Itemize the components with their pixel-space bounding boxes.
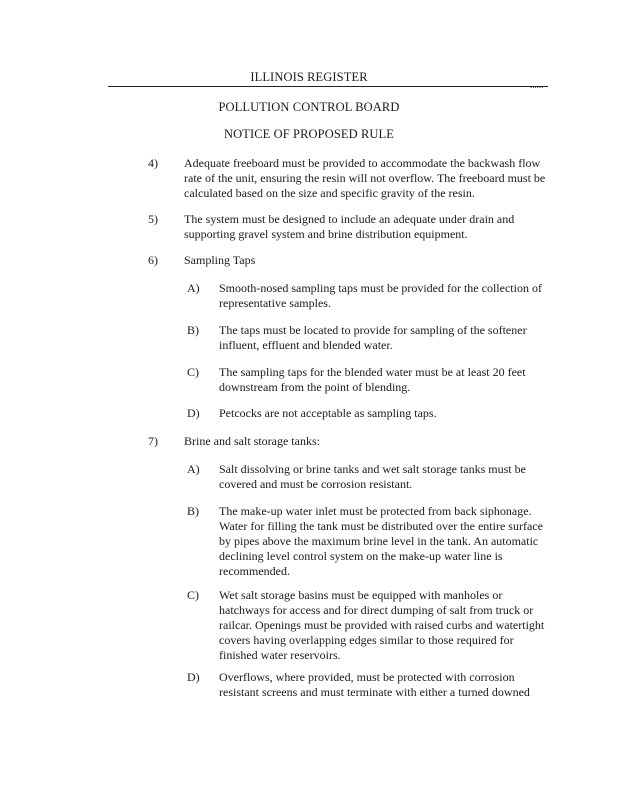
- item-7-number: 7): [148, 434, 158, 448]
- header-rule: [108, 86, 548, 87]
- item-6c-label: C): [187, 365, 199, 379]
- item-5-number: 5): [148, 212, 158, 226]
- board-title: POLLUTION CONTROL BOARD: [218, 100, 400, 114]
- item-4-text: Adequate freeboard must be provided to accommodate the backwash flow rate of the unit, ensuring the resin will not overflow. The freeboard must be calculated based on the size and specific gravity of the resin.: [184, 156, 546, 200]
- item-7-heading: Brine and salt storage tanks:: [184, 434, 320, 448]
- item-7c-label: C): [187, 588, 199, 602]
- item-7d-text: Overflows, where provided, must be protected with corrosion resistant screens and must terminate with either a turned downed: [219, 670, 530, 699]
- item-7b-text: The make-up water inlet must be protected from back siphonage. Water for filling the tank must be distributed over the entire surface by pipes above the maximum brine level in the tank. An automatic declining level control system on the make-up water line is recommended.: [219, 504, 543, 578]
- item-5-text: The system must be designed to include an adequate under drain and supporting gravel system and brine distribution equipment.: [184, 212, 515, 241]
- item-6a-label: A): [187, 281, 200, 295]
- item-7c-text: Wet salt storage basins must be equipped with manholes or hatchways for access and for direct dumping of salt from truck or railcar. Openings must be provided with raised curbs and watertight covers having overlapping edges similar to those required for finished water reservoirs.: [219, 588, 545, 662]
- header-dots: ......: [530, 80, 544, 90]
- item-6b-text: The taps must be located to provide for sampling of the softener influent, effluent and blended water.: [219, 323, 527, 352]
- item-6d-text: Petcocks are not acceptable as sampling taps.: [219, 406, 437, 420]
- item-7a-text: Salt dissolving or brine tanks and wet salt storage tanks must be covered and must be corrosion resistant.: [219, 462, 526, 491]
- item-6d-label: D): [187, 406, 200, 420]
- item-7b-label: B): [187, 504, 199, 518]
- item-7a-label: A): [187, 462, 200, 476]
- item-6c-text: The sampling taps for the blended water must be at least 20 feet downstream from the point of blending.: [219, 365, 526, 394]
- item-6-number: 6): [148, 253, 158, 267]
- item-4-number: 4): [148, 156, 158, 170]
- register-title: ILLINOIS REGISTER: [250, 70, 368, 84]
- item-6-heading: Sampling Taps: [184, 253, 256, 267]
- item-6a-text: Smooth-nosed sampling taps must be provided for the collection of representative samples.: [219, 281, 542, 310]
- notice-title: NOTICE OF PROPOSED RULE: [223, 127, 395, 141]
- item-7d-label: D): [187, 670, 200, 684]
- item-6b-label: B): [187, 323, 199, 337]
